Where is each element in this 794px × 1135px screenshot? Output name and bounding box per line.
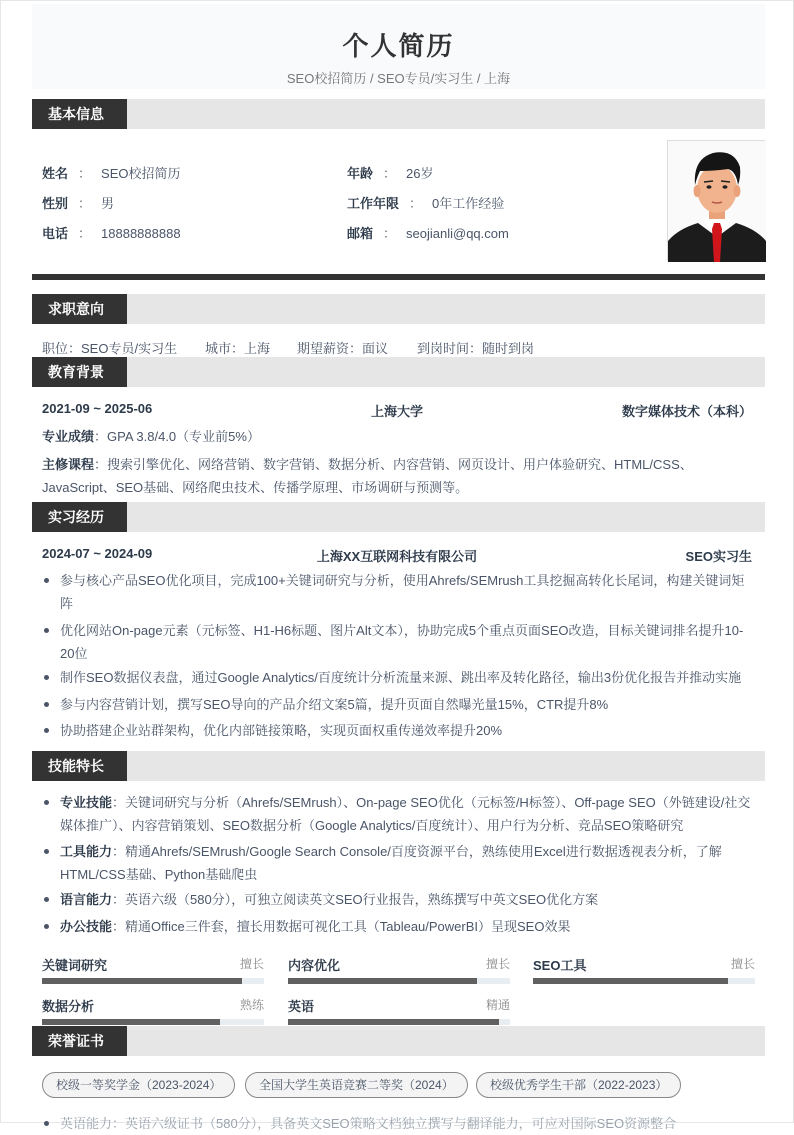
section-title: 求职意向 [32,294,127,324]
progress-track [42,1019,264,1025]
progress-track [533,978,755,984]
skill-bar-data-analysis: 数据分析 熟练 [42,996,264,1036]
info-value: SEO校招简历 [101,166,181,181]
internship-period: 2024-07 ~ 2024-09 [42,546,153,561]
intent-salary: 期望薪资：面议 [297,341,389,356]
intent-city: 城市：上海 [205,341,271,356]
info-label: 年龄 [347,166,374,181]
honor-badge: 校级一等奖学金（2023-2024） [42,1072,235,1098]
internship-item: 协助搭建企业站群架构，优化内部链接策略，实现页面权重传递效率提升20% [42,719,757,742]
info-gender: 性别 ： 男 [42,196,115,211]
info-label: 邮箱 [347,226,374,241]
avatar-photo [667,140,765,261]
info-value: seojianli@qq.com [406,226,509,241]
gpa-value: ：GPA 3.8/4.0（专业前5%） [94,429,260,444]
progress-track [42,978,264,984]
info-label: 工作年限 [347,196,400,211]
skill-item: 办公技能：精通Office三件套，擅长用数据可视化工具（Tableau/PowerBI）呈现SEO效果 [42,915,757,938]
resume-header [32,4,765,89]
internship-item: 参与核心产品SEO优化项目，完成100+关键词研究与分析，使用Ahrefs/SEMrush工具挖掘高转化长尾词，构建关键词矩阵 [42,569,757,615]
education-period: 2021-09 ~ 2025-06 [42,401,153,416]
section-title: 实习经历 [32,502,127,532]
divider [32,274,765,280]
progress-fill [288,978,477,984]
progress-track [288,978,510,984]
honor-badge: 全国大学生英语竞赛二等奖（2024） [245,1072,468,1098]
info-value: 26岁 [406,166,434,181]
info-email: 邮箱 ： seojianli@qq.com [347,226,509,241]
person-portrait-icon [668,141,766,262]
section-honors [32,1026,765,1056]
section-internship [32,502,765,532]
bullet-icon [44,800,49,805]
info-experience: 工作年限 ： 0年工作经验 [347,196,505,211]
honor-cutoff-line: 英语能力：英语六级证书（580分），具备英文SEO策略文档独立撰写与翻译能力，可应对国际SEO资源整合 [42,1112,757,1135]
info-age: 年龄 ： 26岁 [347,166,434,181]
intent-position: 职位：SEO专员/实习生 [42,341,178,356]
education-courses [42,453,754,499]
section-title: 教育背景 [32,357,127,387]
info-phone: 电话 ： 18888888888 [42,226,181,241]
internship-item: 参与内容营销计划，撰写SEO导向的产品介绍文案5篇，提升页面自然曝光量15%，CTR提升8% [42,693,757,716]
education-major: 数字媒体技术（本科） [621,404,752,419]
bullet-icon [44,1121,49,1126]
skill-bar-keyword-research: 关键词研究 擅长 [42,955,264,995]
education-school: 上海大学 [370,404,423,419]
section-basic-info [32,99,765,129]
bullet-icon [44,728,49,733]
bullet-icon [44,702,49,707]
progress-fill [42,978,242,984]
progress-fill [42,1019,220,1025]
page-subtitle: SEO校招简历 / SEO专员/实习生 / 上海 [286,71,511,86]
gpa-label: 专业成绩 [42,429,95,444]
progress-track [288,1019,510,1025]
education-header-row [42,401,752,419]
progress-fill [288,1019,499,1025]
intent-arrival: 到岗时间：随时到岗 [417,341,535,356]
internship-role: SEO实习生 [685,549,752,564]
section-title: 基本信息 [32,99,127,129]
bullet-icon [44,628,49,633]
section-title: 荣誉证书 [32,1026,127,1056]
courses-label: 主修课程 [42,457,95,472]
section-job-intent [32,294,765,324]
skill-item: 专业技能：关键词研究与分析（Ahrefs/SEMrush）、On-page SEO优化（元标签/H标签）、Off-page SEO（外链建设/社交媒体推广）、内容营销策划、SEO数据分析（Google Analytics/百度统计）、用户行为分析、竞品SEO策略研究 [42,791,757,837]
internship-item: 制作SEO数据仪表盘，通过Google Analytics/百度统计分析流量来源、跳出率及转化路径，输出3份优化报告并推动实施 [42,666,757,689]
progress-fill [533,978,728,984]
bullet-icon [44,849,49,854]
info-name: 姓名 ： SEO校招简历 [42,166,181,181]
bullet-icon [44,897,49,902]
skill-bar-english: 英语 精通 [288,996,510,1036]
internship-header-row [42,546,752,564]
internship-company: 上海XX互联网科技有限公司 [316,549,478,564]
skill-bar-seo-tools: SEO工具 擅长 [533,955,755,995]
courses-value: ：搜索引擎优化、网络营销、数字营销、数据分析、内容营销、网页设计、用户体验研究、HTML/CSS、JavaScript、SEO基础、网络爬虫技术、传播学原理、市场调研与预测等。 [42,457,693,495]
info-value: 18888888888 [101,226,181,241]
skill-item: 语言能力：英语六级（580分），可独立阅读英文SEO行业报告，熟练撰写中英文SEO优化方案 [42,888,757,911]
section-education [32,357,765,387]
education-gpa [42,425,754,448]
internship-item: 优化网站On-page元素（元标签、H1-H6标题、图片Alt文本），协助完成5个重点页面SEO改造，目标关键词排名提升10-20位 [42,619,757,665]
bullet-icon [44,924,49,929]
info-label: 电话 [42,226,69,241]
bullet-icon [44,675,49,680]
info-label: 姓名 [42,166,69,181]
info-label: 性别 [42,196,69,211]
honor-badge: 校级优秀学生干部（2022-2023） [476,1072,681,1098]
section-skills [32,751,765,781]
info-value: 0年工作经验 [432,196,505,211]
info-value: 男 [101,196,115,211]
bullet-icon [44,578,49,583]
section-title: 技能特长 [32,751,127,781]
page-title: 个人简历 [342,31,455,61]
skill-item: 工具能力：精通Ahrefs/SEMrush/Google Search Console/百度资源平台，熟练使用Excel进行数据透视表分析，了解HTML/CSS基础、Python基础爬虫 [42,840,757,886]
skill-bar-content-optimization: 内容优化 擅长 [288,955,510,995]
